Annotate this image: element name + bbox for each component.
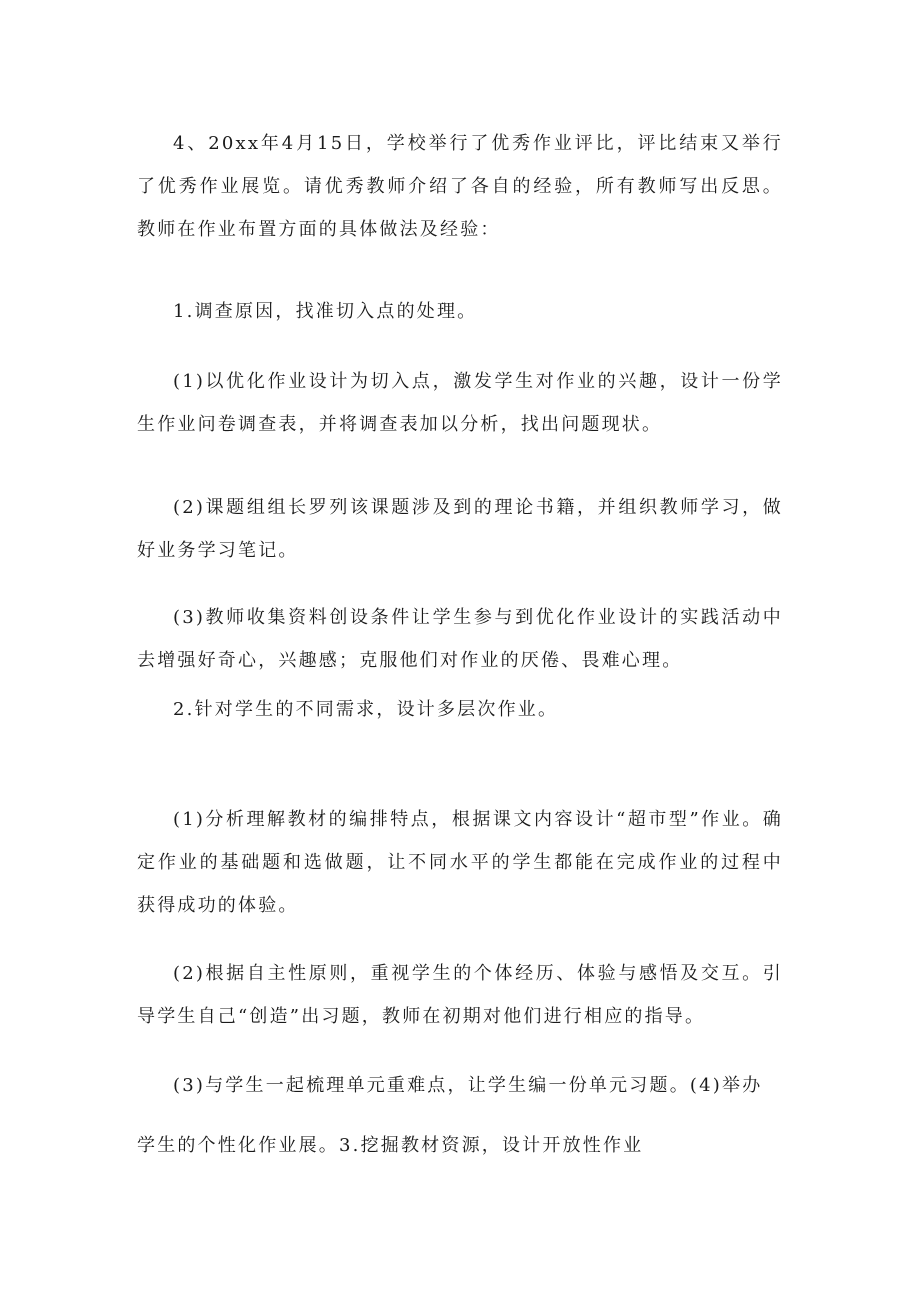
paragraph-intro: 4、20xx年4月15日，学校举行了优秀作业评比，评比结束又举行了优秀作业展览。请优秀教师介绍了各自的经验，所有教师写出反思。教师在作业布置方面的具体做法及经验： bbox=[137, 133, 783, 240]
paragraph-item-1-2: (2)课题组组长罗列该课题涉及到的理论书籍，并组织教师学习，做好业务学习笔记。 bbox=[137, 497, 783, 561]
heading-section-2: 2.针对学生的不同需求，设计多层次作业。 bbox=[173, 699, 559, 720]
paragraph-item-1-3: (3)教师收集资料创设条件让学生参与到优化作业设计的实践活动中去增强好奇心，兴趣感；克服他们对作业的厌倦、畏难心理。 bbox=[137, 607, 783, 671]
paragraph-item-1-1: (1)以优化作业设计为切入点，激发学生对作业的兴趣，设计一份学生作业问卷调查表，并将调查表加以分析，找出问题现状。 bbox=[137, 371, 783, 435]
heading-section-1: 1.调查原因，找准切入点的处理。 bbox=[173, 301, 478, 322]
paragraph-item-2-2: (2)根据自主性原则，重视学生的个体经历、体验与感悟及交互。引导学生自己“创造”出习题，教师在初期对他们进行相应的指导。 bbox=[137, 963, 783, 1027]
paragraph-item-2-3: (3)与学生一起梳理单元重难点，让学生编一份单元习题。(4)举办 bbox=[173, 1075, 763, 1096]
paragraph-item-2-1: (1)分析理解教材的编排特点，根据课文内容设计“超市型”作业。确定作业的基础题和选做题，让不同水平的学生都能在完成作业的过程中获得成功的体验。 bbox=[137, 809, 783, 916]
paragraph-continuation: 学生的个性化作业展。3.挖掘教材资源，设计开放性作业 bbox=[137, 1135, 644, 1156]
